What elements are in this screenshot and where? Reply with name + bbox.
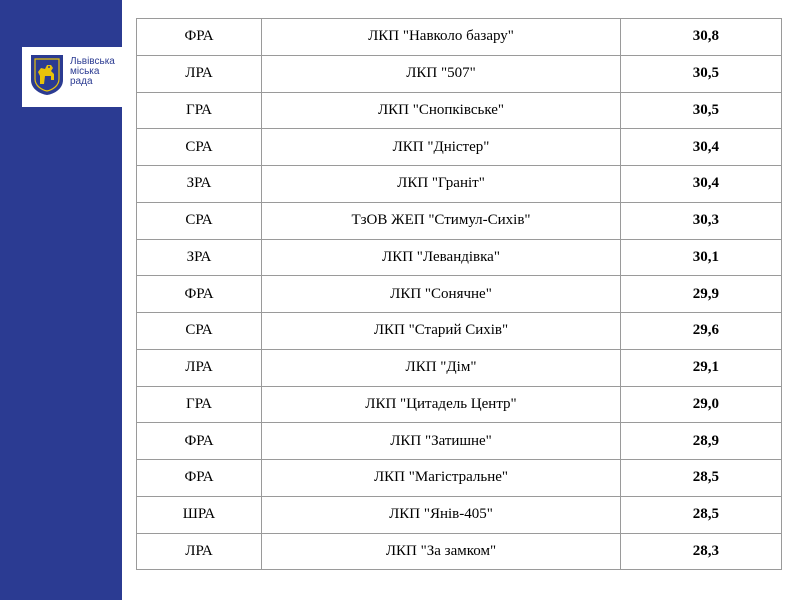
- logo-line-2: міська: [70, 66, 100, 77]
- organization-cell: ЛКП "Граніт": [262, 166, 621, 203]
- value-cell: 29,9: [621, 276, 782, 313]
- value-cell: 29,6: [621, 313, 782, 350]
- organization-cell: ЛКП "Магістральне": [262, 460, 621, 497]
- district-cell: ФРА: [137, 423, 262, 460]
- district-cell: ШРА: [137, 496, 262, 533]
- value-cell: 28,9: [621, 423, 782, 460]
- district-cell: ФРА: [137, 460, 262, 497]
- organization-cell: ЛКП "507": [262, 55, 621, 92]
- district-cell: СРА: [137, 313, 262, 350]
- city-council-logo: [22, 47, 122, 107]
- table-row: [137, 276, 782, 313]
- logo-line-3: рада: [70, 76, 93, 87]
- organization-cell: ЛКП "Снопківське": [262, 92, 621, 129]
- value-cell: 30,5: [621, 92, 782, 129]
- table-row: [137, 423, 782, 460]
- table-row: [137, 533, 782, 570]
- district-cell: ФРА: [137, 19, 262, 56]
- organization-cell: ЛКП "Старий Сихів": [262, 313, 621, 350]
- district-cell: ЗРА: [137, 239, 262, 276]
- value-cell: 30,8: [621, 19, 782, 56]
- organization-cell: ЛКП "Цитадель Центр": [262, 386, 621, 423]
- organization-cell: ЛКП "Затишне": [262, 423, 621, 460]
- logo-text: [70, 57, 122, 87]
- value-cell: 30,4: [621, 129, 782, 166]
- table-row: [137, 496, 782, 533]
- table-body: [137, 19, 782, 570]
- district-cell: СРА: [137, 202, 262, 239]
- district-cell: ГРА: [137, 92, 262, 129]
- value-cell: 30,5: [621, 55, 782, 92]
- table-row: [137, 202, 782, 239]
- district-cell: ФРА: [137, 276, 262, 313]
- district-cell: ГРА: [137, 386, 262, 423]
- organization-cell: ТзОВ ЖЕП "Стимул-Сихів": [262, 202, 621, 239]
- organization-cell: ЛКП "Дністер": [262, 129, 621, 166]
- organization-cell: ЛКП "Левандівка": [262, 239, 621, 276]
- organization-cell: ЛКП "За замком": [262, 533, 621, 570]
- district-cell: СРА: [137, 129, 262, 166]
- organization-cell: ЛКП "Янів-405": [262, 496, 621, 533]
- district-cell: ЛРА: [137, 533, 262, 570]
- table-row: [137, 349, 782, 386]
- table-row: [137, 19, 782, 56]
- organization-cell: ЛКП "Навколо базару": [262, 19, 621, 56]
- value-cell: 30,1: [621, 239, 782, 276]
- table-row: [137, 239, 782, 276]
- ranking-table: [136, 18, 782, 570]
- table-row: [137, 386, 782, 423]
- table-row: [137, 92, 782, 129]
- value-cell: 28,5: [621, 496, 782, 533]
- district-cell: ЛРА: [137, 349, 262, 386]
- table-row: [137, 129, 782, 166]
- value-cell: 30,3: [621, 202, 782, 239]
- value-cell: 28,3: [621, 533, 782, 570]
- table-row: [137, 313, 782, 350]
- value-cell: 29,1: [621, 349, 782, 386]
- value-cell: 28,5: [621, 460, 782, 497]
- table-row: [137, 166, 782, 203]
- coat-of-arms-icon: [30, 54, 64, 96]
- logo-line-1: Львівська: [70, 56, 115, 67]
- district-cell: ЛРА: [137, 55, 262, 92]
- district-cell: ЗРА: [137, 166, 262, 203]
- value-cell: 29,0: [621, 386, 782, 423]
- table-row: [137, 55, 782, 92]
- table-row: [137, 460, 782, 497]
- organization-cell: ЛКП "Дім": [262, 349, 621, 386]
- value-cell: 30,4: [621, 166, 782, 203]
- organization-cell: ЛКП "Сонячне": [262, 276, 621, 313]
